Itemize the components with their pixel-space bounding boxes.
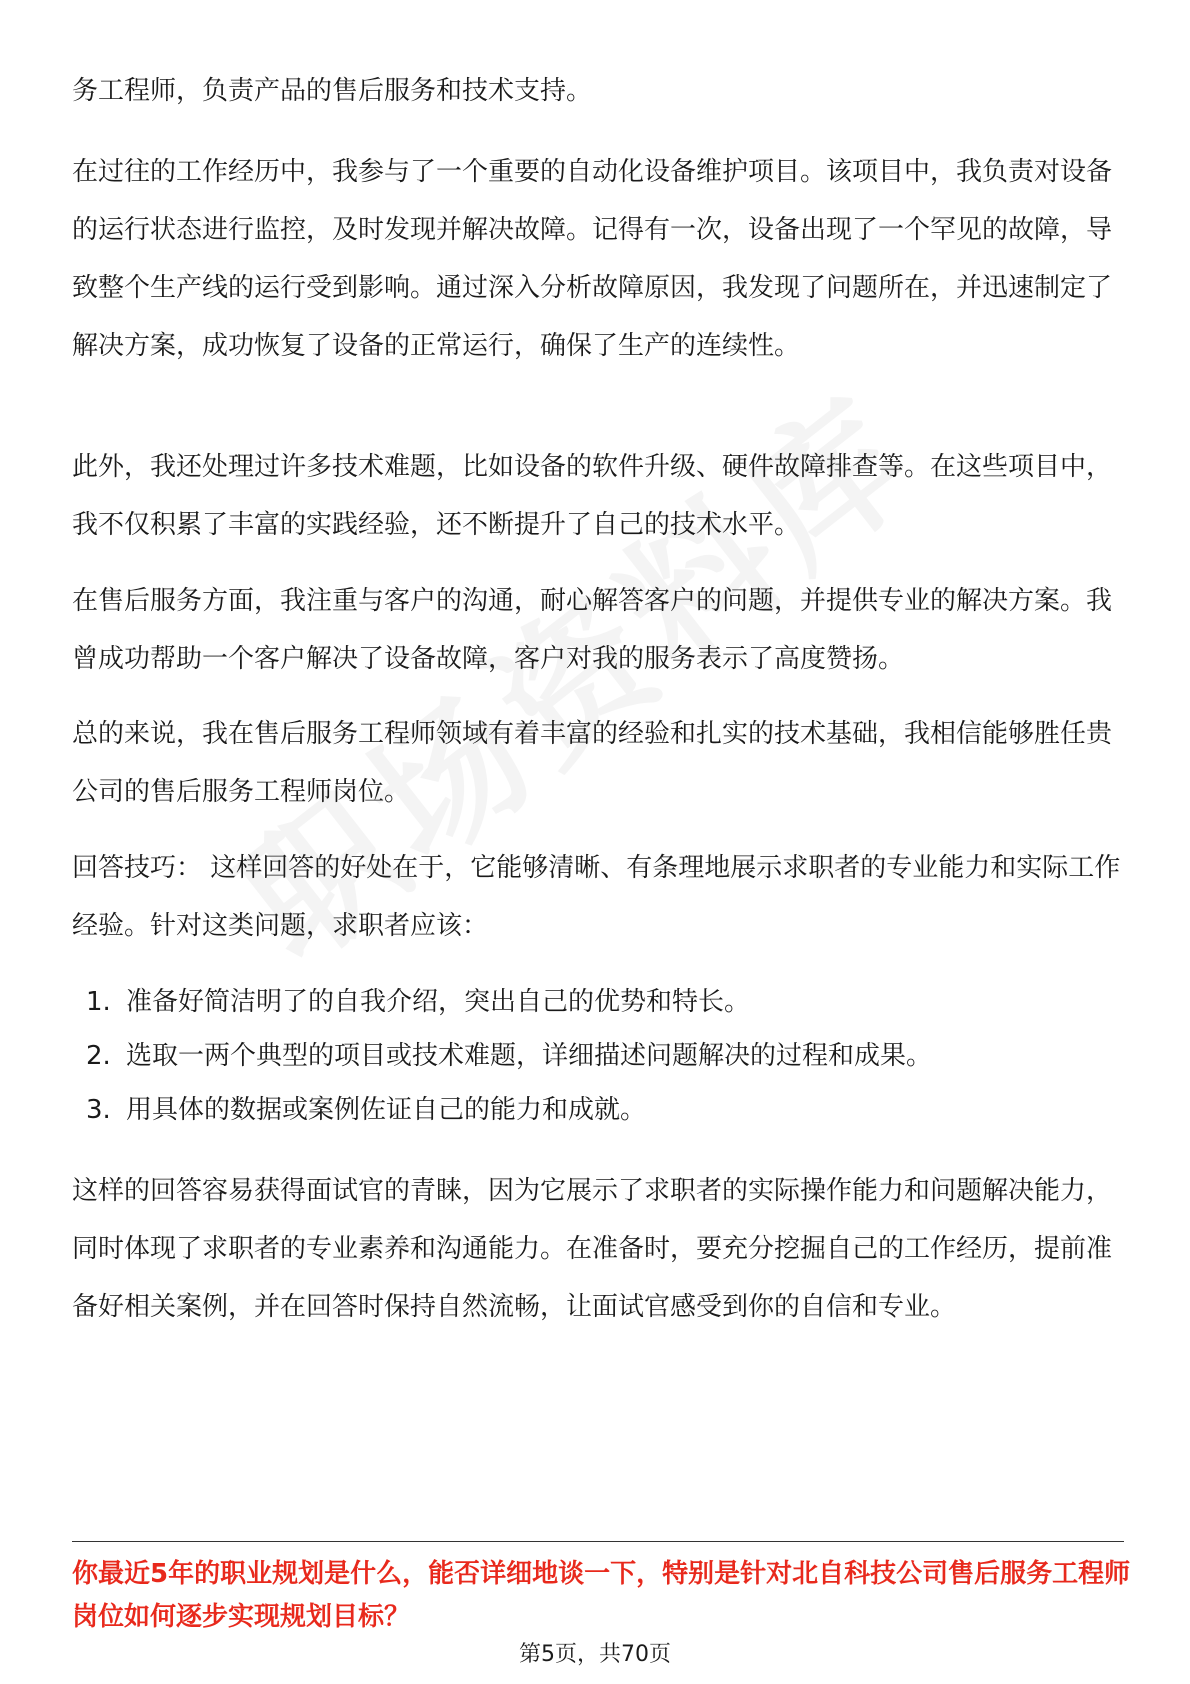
list-item xyxy=(86,973,750,1031)
paragraph-answer-tips: 回答技巧： 这样回答的好处在于，它能够清晰、有条理地展示求职者的专业能力和实际工作经验。针对这类问题，求职者应该： xyxy=(72,853,1121,941)
paragraph-intro-tail: 务工程师，负责产品的售后服务和技术支持。 xyxy=(72,76,593,106)
list-text: 选取一两个典型的项目或技术难题，详细描述问题解决的过程和成果。 xyxy=(126,1041,933,1071)
section-divider xyxy=(72,1541,1124,1542)
list-item xyxy=(86,1081,646,1139)
paragraph-service: 在售后服务方面，我注重与客户的沟通，耐心解答客户的问题，并提供专业的解决方案。我曾成功帮助一个客户解决了设备故障，客户对我的服务表示了高度赞扬。 xyxy=(72,586,1113,674)
paragraph-tech-challenges: 此外，我还处理过许多技术难题，比如设备的软件升级、硬件故障排查等。在这些项目中，我不仅积累了丰富的实践经验，还不断提升了自己的技术水平。 xyxy=(72,452,1113,540)
paragraph-experience: 在过往的工作经历中，我参与了一个重要的自动化设备维护项目。该项目中，我负责对设备的运行状态进行监控，及时发现并解决故障。记得有一次，设备出现了一个罕见的故障，导致整个生产线的运行受到影响。通过深入分析故障原因，我发现了问题所在，并迅速制定了解决方案，成功恢复了设备的正常运行，确保了生产的连续性。 xyxy=(72,157,1113,361)
page-footer: 第5页，共70页 xyxy=(519,1642,671,1667)
next-question-heading: 你最近5年的职业规划是什么，能否详细地谈一下，特别是针对北自科技公司售后服务工程师岗位如何逐步实现规划目标？ xyxy=(72,1559,1131,1632)
list-text: 准备好简洁明了的自我介绍，突出自己的优势和特长。 xyxy=(126,987,751,1017)
paragraph-closing: 这样的回答容易获得面试官的青睐，因为它展示了求职者的实际操作能力和问题解决能力，同时体现了求职者的专业素养和沟通能力。在准备时，要充分挖掘自己的工作经历，提前准备好相关案例，并在回答时保持自然流畅，让面试官感受到你的自信和专业。 xyxy=(72,1176,1113,1322)
list-item xyxy=(86,1027,932,1085)
paragraph-summary: 总的来说，我在售后服务工程师领域有着丰富的经验和扎实的技术基础，我相信能够胜任贵公司的售后服务工程师岗位。 xyxy=(72,719,1113,807)
list-number: 3. xyxy=(86,1095,111,1125)
list-number: 1. xyxy=(86,987,111,1017)
list-number: 2. xyxy=(86,1041,111,1071)
list-text: 用具体的数据或案例佐证自己的能力和成就。 xyxy=(126,1095,647,1125)
